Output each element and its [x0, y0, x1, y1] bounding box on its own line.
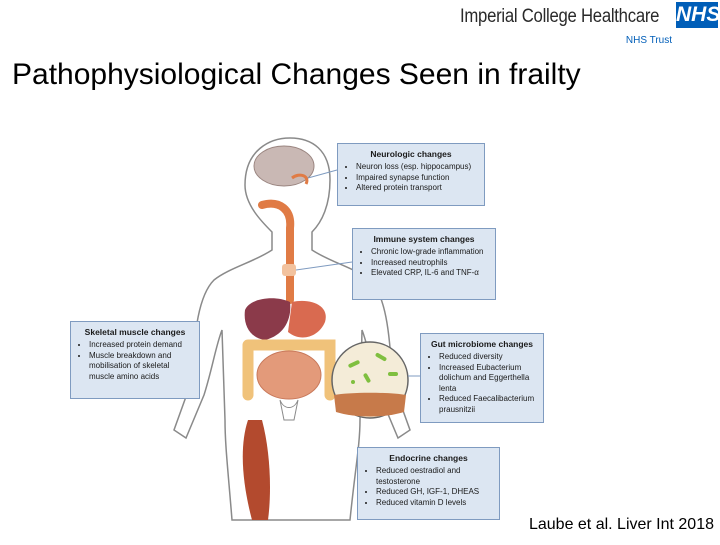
neurologic-changes-box — [337, 143, 485, 206]
skeletal-heading: Skeletal muscle changes — [84, 327, 186, 337]
logo-org-name: Imperial College Healthcare — [460, 6, 660, 27]
immune-item: • Elevated CRP, IL-6 and TNF-α — [371, 268, 487, 279]
skeletal-item: • Muscle breakdown and mobilisation of skeletal muscle amino acids — [89, 351, 191, 383]
immune-heading: Immune system changes — [373, 234, 475, 244]
logo-trust-label: NHS Trust — [625, 35, 672, 46]
neurologic-heading: Neurologic changes — [370, 149, 452, 159]
neurologic-list — [346, 162, 476, 194]
endocrine-list — [366, 466, 491, 508]
endocrine-heading: Endocrine changes — [389, 453, 468, 463]
neurologic-item: • Neuron loss (esp. hippocampus) — [356, 162, 476, 173]
gut-item: • Increased Eubacterium dolichum and Eggerthella lenta — [439, 363, 535, 395]
immune-list — [361, 247, 487, 279]
immune-item: • Chronic low-grade inflammation — [371, 247, 487, 258]
citation: Laube et al. Liver Int 2018 — [528, 516, 714, 533]
gut-item: • Reduced Faecalibacterium prausnitzii — [439, 394, 535, 415]
endocrine-item: • Reduced vitamin D levels — [376, 498, 491, 509]
skeletal-list — [79, 340, 191, 382]
gut-microbiome-changes-box — [420, 333, 544, 423]
endocrine-item: • Reduced GH, IGF-1, DHEAS — [376, 487, 491, 498]
skeletal-muscle-changes-box — [70, 321, 200, 399]
immune-changes-box — [352, 228, 496, 300]
immune-node-illustration — [282, 264, 296, 276]
neurologic-item: • Altered protein transport — [356, 183, 476, 194]
gut-lining-illustration — [334, 393, 406, 417]
gut-list — [429, 352, 535, 415]
gut-item: • Reduced diversity — [439, 352, 535, 363]
bacteria-icon — [388, 372, 398, 376]
small-intestine-illustration — [257, 351, 321, 399]
brain-illustration — [254, 146, 314, 186]
gut-heading: Gut microbiome changes — [430, 339, 534, 349]
skeletal-item: • Increased protein demand — [89, 340, 191, 351]
nhs-logo-mark: NHS — [676, 3, 720, 26]
bacteria-icon — [351, 380, 355, 384]
neurologic-item: • Impaired synapse function — [356, 173, 476, 184]
endocrine-item: • Reduced oestradiol and testosterone — [376, 466, 491, 487]
slide-title: Pathophysiological Changes Seen in frailty — [12, 58, 581, 91]
immune-item: • Increased neutrophils — [371, 258, 487, 269]
endocrine-changes-box — [357, 447, 500, 520]
